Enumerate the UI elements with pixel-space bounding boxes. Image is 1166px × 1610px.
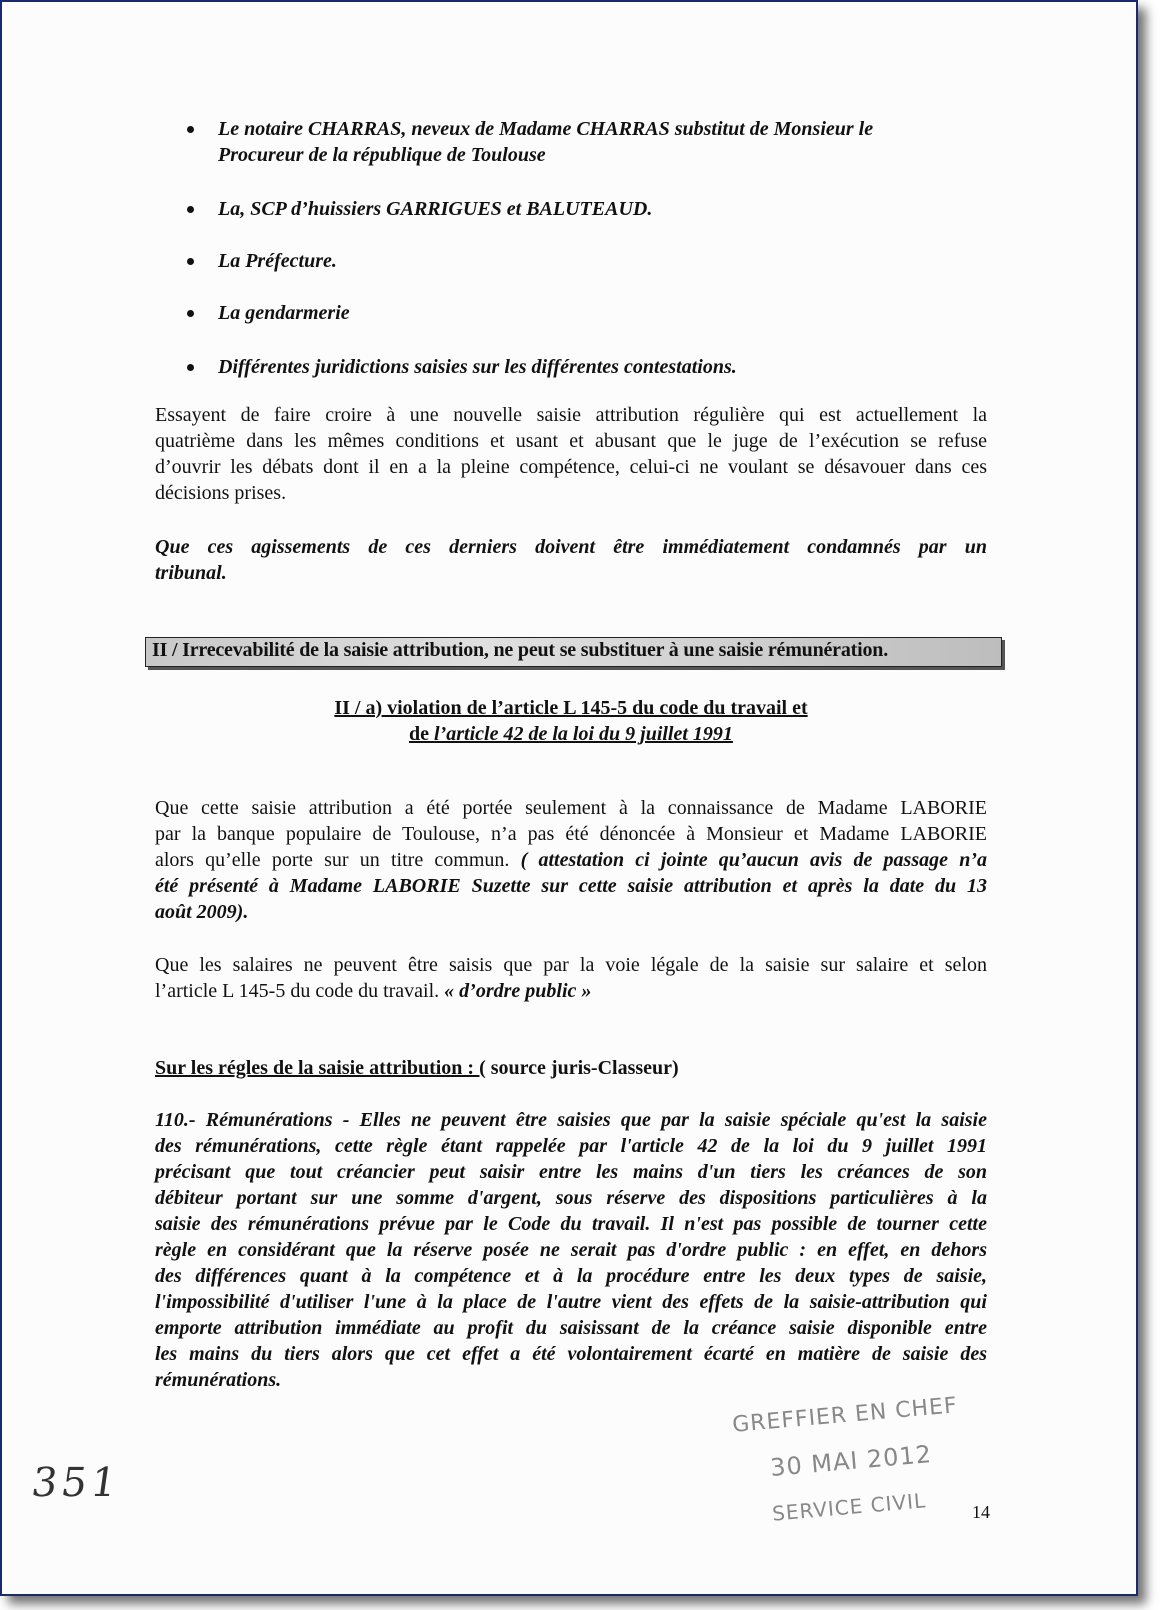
bullet-item-line	[218, 196, 652, 222]
bullet-text: La, SCP d’huissiers GARRIGUES et BALUTEAUD.	[218, 198, 653, 220]
text-segment: règle en considérant que la réserve posée ne serait pas d'ordre public : en effet, en dehors	[155, 1239, 987, 1261]
text-segment: tribunal.	[155, 562, 227, 584]
text-segment: saisie des rémunérations prévue par le Code du travail. Il n'est pas possible de tourner cette	[155, 1213, 987, 1235]
subheading-line-2	[155, 721, 987, 747]
subheading-line-2-italic: l’article 42 de la loi du 9 juillet 1991	[434, 723, 733, 745]
text-line	[155, 534, 987, 560]
heading-regles-underlined: Sur les régles de la saisie attribution : (	[155, 1057, 486, 1079]
text-line	[155, 821, 987, 847]
text-segment: alors qu’elle porte sur un titre commun.	[155, 849, 521, 871]
text-segment: des différences quant à la compétence et à la procédure entre les deux types de saisie,	[155, 1265, 987, 1287]
heading-regles	[155, 1055, 987, 1081]
bullet-item-line	[218, 116, 873, 142]
text-segment: 110.- Rémunérations - Elles ne peuvent être saisies que par la saisie spéciale qu'est la saisie	[155, 1109, 987, 1131]
page-number: 14	[972, 1502, 990, 1522]
text-segment: Que les salaires ne peuvent être saisis que par la voie légale de la saisie sur salaire et selon	[155, 954, 987, 976]
text-segment: les mains du tiers alors que cet effet a été volontairement écarté en matière de saisie des	[155, 1343, 987, 1365]
bullet-dot-icon	[187, 310, 194, 317]
stamp-date: 30 MAI 2012	[769, 1439, 933, 1483]
text-segment: ( attestation ci jointe qu’aucun avis de passage n’a	[520, 849, 987, 871]
text-line	[155, 952, 987, 978]
text-line	[155, 1341, 987, 1367]
text-segment: par la banque populaire de Toulouse, n’a pas été dénoncée à Monsieur et Madame LABORIE	[155, 823, 987, 845]
bullet-text: Le notaire CHARRAS, neveux de Madame CHARRAS substitut de Monsieur le	[218, 118, 874, 140]
text-line	[155, 1159, 987, 1185]
bullet-dot-icon	[187, 364, 194, 371]
bullet-item-line	[218, 300, 350, 326]
text-line	[155, 402, 987, 428]
bullet-text: Différentes juridictions saisies sur les différentes contestations.	[218, 356, 737, 378]
text-segment: « d’ordre public »	[444, 980, 592, 1002]
section-heading-box	[145, 637, 1002, 667]
text-segment: des rémunérations, cette règle étant rappelée par l'article 42 de la loi du 9 juillet 1991	[155, 1135, 987, 1157]
text-line	[155, 899, 987, 925]
bullet-dot-icon	[187, 206, 194, 213]
text-line	[155, 560, 987, 586]
bullet-item-line	[218, 354, 737, 380]
bullet-dot-icon	[187, 126, 194, 133]
text-segment: août 2009).	[155, 901, 249, 923]
text-line	[155, 1211, 987, 1237]
text-line	[155, 873, 987, 899]
section-heading-text: II / Irrecevabilité de la saisie attribution, ne peut se substituer à une saisie rémunération.	[152, 639, 888, 661]
handwritten-number: 351	[28, 1460, 124, 1506]
stamp-greffier: GREFFIER EN CHEF	[731, 1393, 959, 1438]
text-line	[155, 978, 987, 1004]
bullet-text: Procureur de la république de Toulouse	[218, 144, 546, 166]
text-segment: l'impossibilité d'utiliser l'une à la place de l'autre vient des effets de la saisie-attribution qui	[155, 1291, 987, 1313]
text-line	[155, 795, 987, 821]
bullet-item-line	[218, 248, 337, 274]
text-line	[155, 847, 987, 873]
text-segment: rémunérations.	[155, 1369, 282, 1391]
text-line	[155, 428, 987, 454]
text-segment: précisant que tout créancier peut saisir entre les mains d'un tiers les créances de son	[155, 1161, 987, 1183]
text-line	[155, 1185, 987, 1211]
text-segment: décisions prises.	[155, 482, 287, 504]
text-segment: emporte attribution immédiate au profit du saisissant de la créance saisie disponible entre	[155, 1317, 987, 1339]
text-line	[155, 1237, 987, 1263]
text-line	[155, 1367, 987, 1393]
text-segment: été présenté à Madame LABORIE Suzette sur cette saisie attribution et après la date du 13	[155, 875, 987, 897]
subheading-line-2-prefix: de	[409, 723, 435, 745]
text-segment: Essayent de faire croire à une nouvelle saisie attribution régulière qui est actuellement la	[155, 404, 987, 426]
text-line	[155, 480, 987, 506]
text-segment: quatrième dans les mêmes conditions et usant et abusant que le juge de l’exécution se refuse	[155, 430, 987, 452]
text-segment: débiteur portant sur une somme d'argent, sous réserve des dispositions particulières à la	[155, 1187, 987, 1209]
bullet-text: La gendarmerie	[218, 302, 350, 324]
text-segment: l’article L 145-5 du code du travail.	[155, 980, 445, 1002]
text-segment: d’ouvrir les débats dont il en a la pleine compétence, celui-ci ne voulant se désavouer dans ces	[155, 456, 987, 478]
stamp-service-civil: SERVICE CIVIL	[771, 1488, 928, 1526]
text-line	[155, 1133, 987, 1159]
text-line	[155, 1107, 987, 1133]
text-segment: Que ces agissements de ces derniers doivent être immédiatement condamnés par un	[155, 536, 987, 558]
text-line	[155, 1263, 987, 1289]
subheading-line-1: II / a) violation de l’article L 145-5 du code du travail et	[334, 697, 808, 719]
text-line	[155, 1315, 987, 1341]
bullet-text: La Préfecture.	[218, 250, 337, 272]
text-line	[155, 454, 987, 480]
text-line	[155, 1289, 987, 1315]
bullet-item-line	[218, 142, 546, 168]
bullet-dot-icon	[187, 258, 194, 265]
text-segment: Que cette saisie attribution a été portée seulement à la connaissance de Madame LABORIE	[155, 797, 987, 819]
heading-regles-rest: source juris-Classeur)	[485, 1057, 679, 1079]
